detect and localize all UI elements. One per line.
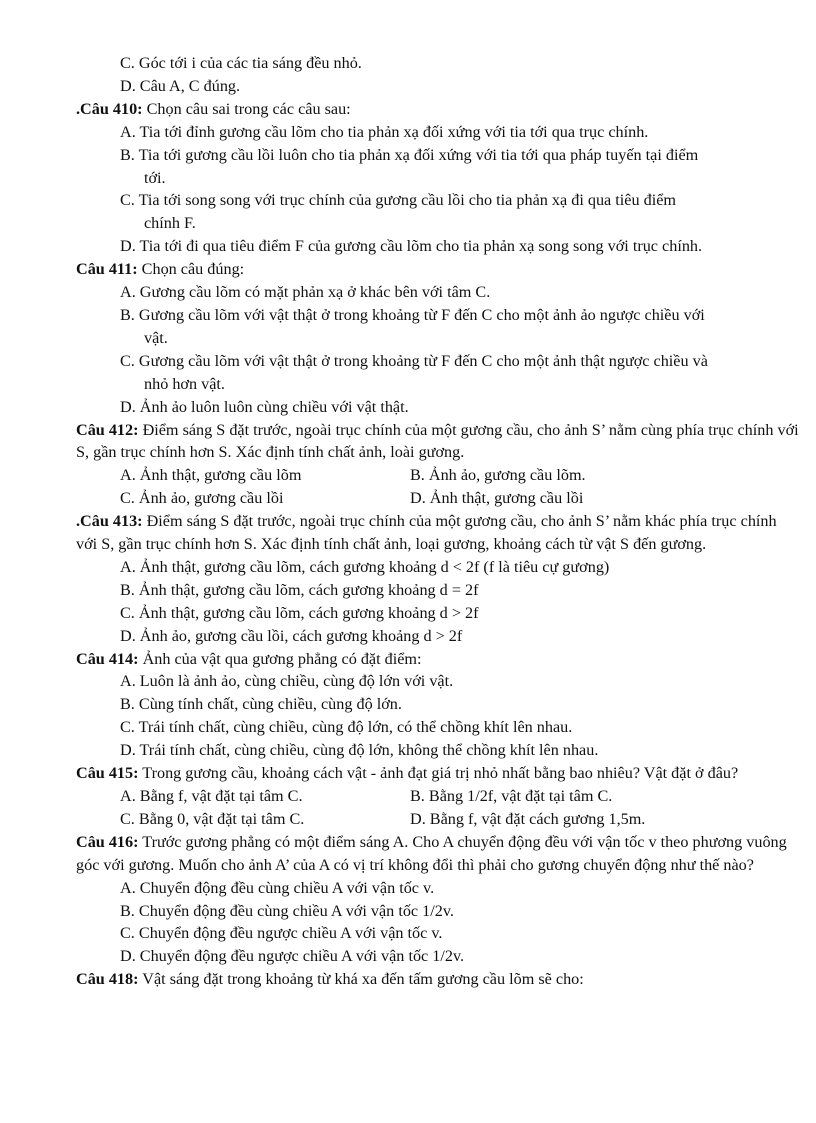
answer-option: A. Chuyển động đều cùng chiều A với vận tốc v. (120, 878, 435, 897)
question (76, 510, 800, 556)
question-label: Câu 418: (76, 970, 139, 989)
question (76, 258, 800, 281)
answer-option: A. Ảnh thật, gương cầu lõm (120, 466, 302, 485)
answer-option: D. Tia tới đi qua tiêu điểm F của gương cầu lõm cho tia phản xạ song song với trục chính. (120, 237, 703, 256)
answer-option-text: B. Tia tới gương cầu lồi luôn cho tia phản xạ đối xứng với tia tới qua pháp tuyến tại điểm (120, 145, 699, 164)
answer-option: D. Bằng f, vật đặt cách gương 1,5m. (410, 809, 646, 828)
question-label: .Câu 413: (76, 512, 143, 531)
answer-option-row (76, 487, 800, 510)
answer-option-row (76, 464, 800, 487)
question-text: Chọn câu đúng: (137, 260, 245, 279)
answer-option: B. Ảnh thật, gương cầu lõm, cách gương khoảng d = 2f (120, 580, 479, 599)
question (76, 648, 800, 671)
question-label: Câu 416: (76, 832, 139, 851)
answer-option: A. Bằng f, vật đặt tại tâm C. (120, 787, 303, 805)
answer-option: D. Ảnh thật, gương cầu lồi (410, 489, 584, 508)
question-text: Vật sáng đặt trong khoảng từ khá xa đến tấm gương cầu lõm sẽ cho: (138, 970, 584, 989)
question-label: .Câu 410: (76, 99, 143, 118)
question (76, 762, 800, 785)
answer-option (76, 189, 800, 235)
answer-option-continuation: tới. (144, 168, 166, 187)
answer-option (76, 304, 800, 350)
answer-option-text: C. Gương cầu lõm với vật thật ở trong khoảng từ F đến C cho một ảnh thật ngược chiều và (120, 351, 708, 370)
answer-option: D. Trái tính chất, cùng chiều, cùng độ lớn, không thể chồng khít lên nhau. (120, 741, 599, 760)
question-text: Trước gương phẳng có một điểm sáng A. Cho A chuyển động đều với vận tốc v theo phương vuông góc với gương. Muốn cho ảnh A’ của A có vị trí không đổi thì phải cho gương chuyển động như thế nào? (76, 832, 787, 874)
answer-option: A. Luôn là ảnh ảo, cùng chiều, cùng độ lớn với vật. (120, 672, 454, 691)
answer-option-continuation: vật. (144, 328, 168, 347)
answer-option: C. Ảnh ảo, gương cầu lồi (120, 489, 284, 508)
answer-option: D. Chuyển động đều ngược chiều A với vận tốc 1/2v. (120, 947, 465, 966)
answer-option: C. Góc tới i của các tia sáng đều nhỏ. (120, 54, 362, 72)
answer-option-text: B. Gương cầu lõm với vật thật ở trong khoảng từ F đến C cho một ảnh ảo ngược chiều với (120, 305, 705, 324)
answer-option: D. Ảnh ảo, gương cầu lồi, cách gương khoảng d > 2f (120, 626, 463, 645)
answer-option: A. Ảnh thật, gương cầu lõm, cách gương khoảng d < 2f (f là tiêu cự gương) (120, 557, 610, 576)
question (76, 968, 800, 991)
answer-option: B. Cùng tính chất, cùng chiều, cùng độ lớn. (120, 695, 402, 714)
answer-option: B. Chuyển động đều cùng chiều A với vận tốc 1/2v. (120, 901, 454, 920)
question-text: Điểm sáng S đặt trước, ngoài trục chính của một gương cầu, cho ảnh S’ nằm cùng phía trục chính với S, gần trục chính hơn S. Xác định tính chất ảnh, loài gương. (76, 420, 799, 462)
answer-option (76, 144, 800, 190)
question-text: Chọn câu sai trong các câu sau: (142, 99, 351, 118)
answer-option: C. Trái tính chất, cùng chiều, cùng độ lớn, có thể chồng khít lên nhau. (120, 718, 573, 737)
question-label: Câu 414: (76, 649, 139, 668)
question (76, 831, 800, 877)
answer-option: C. Bằng 0, vật đặt tại tâm C. (120, 809, 305, 828)
answer-option-row (76, 808, 800, 831)
question (76, 98, 800, 121)
answer-option (76, 350, 800, 396)
answer-option: D. Ảnh ảo luôn luôn cùng chiều với vật thật. (120, 397, 409, 416)
answer-option: B. Ảnh ảo, gương cầu lõm. (410, 466, 586, 485)
answer-option: C. Chuyển động đều ngược chiều A với vận tốc v. (120, 924, 443, 943)
answer-option-row (76, 785, 800, 808)
question (76, 419, 800, 465)
question-label: Câu 412: (76, 420, 139, 439)
answer-option-text: C. Tia tới song song với trục chính của gương cầu lồi cho tia phản xạ đi qua tiêu điểm (120, 191, 676, 210)
question-text: Ảnh của vật qua gương phẳng có đặt điểm: (138, 649, 422, 668)
answer-option-continuation: chính F. (144, 214, 196, 233)
answer-option: D. Câu A, C đúng. (120, 76, 241, 95)
question-label: Câu 411: (76, 260, 138, 279)
question-text: Trong gương cầu, khoảng cách vật - ảnh đạt giá trị nhỏ nhất bằng bao nhiêu? Vật đặt ở đâu? (138, 764, 739, 783)
answer-option-continuation: nhỏ hơn vật. (144, 374, 225, 393)
question-label: Câu 415: (76, 764, 139, 783)
question-text: Điểm sáng S đặt trước, ngoài trục chính của một gương cầu, cho ảnh S’ nằm khác phía trục chính với S, gần trục chính hơn S. Xác định tính chất ảnh, loại gương, khoảng cách từ vật S đến gương. (76, 512, 777, 554)
answer-option: A. Tia tới đỉnh gương cầu lõm cho tia phản xạ đối xứng với tia tới qua trục chính. (120, 122, 649, 141)
answer-option: C. Ảnh thật, gương cầu lõm, cách gương khoảng d > 2f (120, 603, 479, 622)
answer-option: A. Gương cầu lõm có mặt phản xạ ở khác bên với tâm C. (120, 283, 491, 302)
answer-option: B. Bằng 1/2f, vật đặt tại tâm C. (410, 787, 613, 805)
